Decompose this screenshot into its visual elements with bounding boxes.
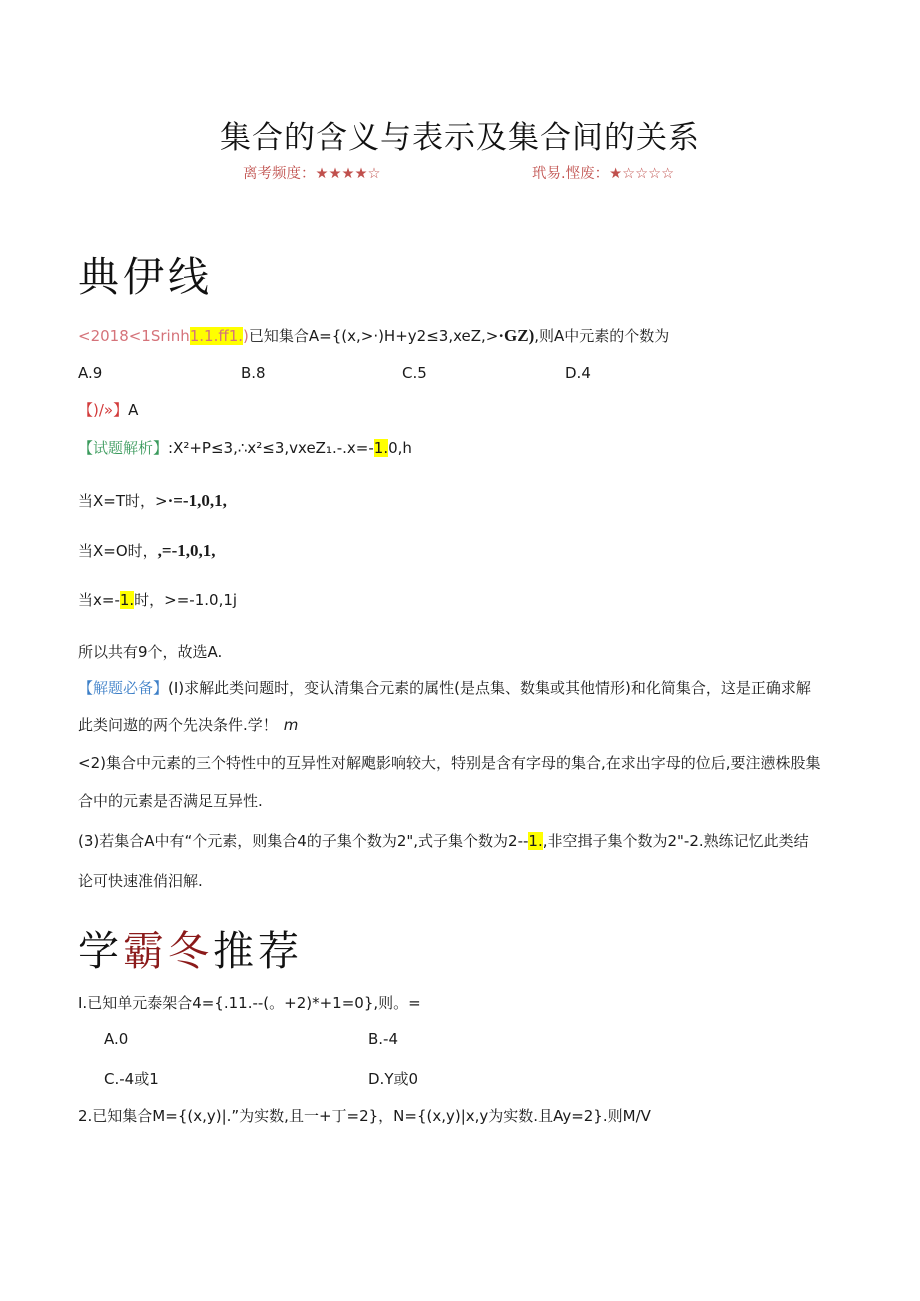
tips-text: ,非空揖子集个数为2"-2.熟练记忆此类结 [542,832,809,850]
tips-tag: 【解题必备】 [78,679,169,697]
exercise-1-option-d: D.Y或0 [368,1070,419,1088]
tips-line-3: <2)集合中元素的三个特性中的互异性对解飑影响较大，特别是含有字母的集合,在求出字母的位后,要注懑株股集 [78,754,821,772]
question-source: <2018<1Srinh [78,327,190,345]
case-bold: ·=-1,0,1, [167,491,227,510]
analysis-line [78,438,412,458]
case-3 [78,590,237,610]
tips-line-2 [78,715,298,735]
option-c: C.5 [402,364,427,382]
analysis-text: :X²+P≤3,∴x²≤3,vxeZ₁.-.x=- [168,439,374,457]
tips-text: (3)若集合A中有“个元素，则集合4的子集个数为2",式子集个数为2-- [78,832,529,850]
exercise-1-option-b: B.-4 [368,1030,399,1048]
case-text: 当x=- [78,591,120,609]
case-text-end: 时，>=-1.0,1j [134,591,238,609]
exercise-1-option-a: A.0 [104,1030,129,1048]
case-bold: ,=-1,0,1, [157,541,216,560]
exercise-1-option-c: C.-4或1 [104,1070,159,1088]
highlight: 1. [528,832,543,850]
question-source-end: ) [243,327,249,345]
section-heading-classic: 典伊线 [78,253,213,301]
stem-text-end: ,则A中元素的个数为 [534,327,670,345]
heading-char-red: 霸 [123,927,168,975]
tips-text: (I)求解此类问题时，变认清集合元素的属性(是点集、数集或其他情形)和化简集合，这是正确求解 [168,679,811,697]
frequency-label: 离考频度： [243,166,316,182]
highlight: 1. [119,591,135,609]
highlight: 1. [373,439,389,457]
tips-line-4: 合中的元素是否满足互异性. [78,792,263,810]
option-b: B.8 [241,364,266,382]
difficulty [532,162,674,183]
option-a: A.9 [78,364,103,382]
tips-line-5 [78,831,809,851]
tips-mark: m [283,716,299,734]
difficulty-stars: ★☆☆☆☆ [609,166,675,182]
frequency-stars: ★★★★☆ [315,166,381,182]
page-title: 集合的含义与表示及集合间的关系 [220,120,700,156]
highlight: 1.1.ff [189,327,229,345]
tips-line-1 [78,678,811,698]
answer-line [78,400,138,420]
case-2 [78,541,216,561]
option-d: D.4 [565,364,591,382]
exercise-1-stem: I.已知单元泰架合4={.11.--(。+2)*+1=0},则。= [78,994,421,1012]
tips-line-6: 论可快速准俏汨解. [78,872,203,890]
stem-bold: ·GZ) [498,326,535,345]
answer-tag: 【)/»】 [78,401,129,419]
analysis-text-end: 0,h [388,439,412,457]
heading-char: 学 [78,927,123,975]
case-1 [78,491,227,511]
tips-text: 此类问遨的两个先决条件.学！ [78,716,278,734]
conclusion: 所以共有9个，故选A. [78,643,223,661]
highlight: 1. [228,327,244,345]
question-1-stem [78,326,669,346]
heading-char-red: 冬 [168,927,213,975]
case-text: 当X=T时，> [78,492,168,510]
answer-value: A [128,401,139,419]
difficulty-label: 玳易.悭废： [532,166,610,182]
stem-text: 已知集合A={(x,>·)H+y2≤3,xeZ,> [248,327,499,345]
heading-char: 推荐 [213,927,303,975]
analysis-tag: 【试题解析】 [78,439,169,457]
exam-frequency [243,162,381,183]
case-text: 当X=O时， [78,542,158,560]
section-heading-recommend [78,918,303,977]
exercise-2-stem: 2.已知集合M={(x,y)|.”为实数,且一+丁=2}，N={(x,y)|x,y为实数.且Ay=2}.则M/V [78,1107,651,1125]
